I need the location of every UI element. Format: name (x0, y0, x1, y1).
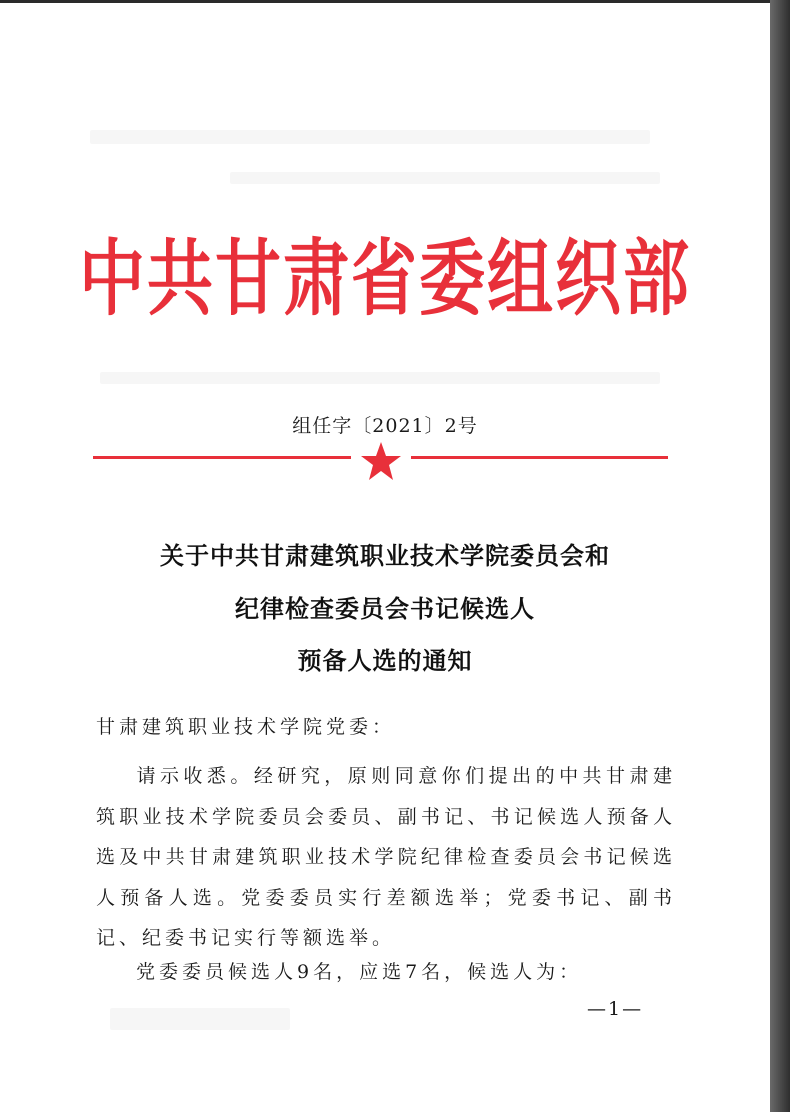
issuing-org-header: 中共甘肃省委组织部 (79, 230, 691, 327)
notice-title-line-2: 纪律检查委员会书记候选人 (235, 595, 535, 623)
candidates-line: 党委委员候选人9名，应选7名，候选人为： (136, 961, 583, 983)
page-number: —1— (587, 998, 644, 1020)
notice-title-line-1: 关于中共甘肃建筑职业技术学院委员会和 (160, 542, 610, 570)
scan-right-edge (770, 0, 790, 1112)
notice-title-line-3: 预备人选的通知 (297, 647, 473, 675)
document-number: 组任字〔2021〕2号 (292, 415, 478, 437)
red-divider-left (93, 456, 351, 459)
bleed-through-mark (110, 1008, 290, 1030)
body-paragraph (96, 756, 676, 959)
addressee: 甘肃建筑职业技术学院党委： (96, 716, 396, 738)
red-star-icon (360, 441, 402, 481)
bleed-through-mark (100, 372, 660, 384)
bleed-through-mark (90, 130, 650, 144)
bleed-through-mark (230, 172, 660, 184)
scan-top-edge (0, 0, 770, 3)
body-paragraph-text: 请示收悉。经研究，原则同意你们提出的中共甘肃建筑职业技术学院委员会委员、副书记、书记候选人预备人选及中共甘肃建筑职业技术学院纪律检查委员会书记候选人预备人选。党委委员实行差额选举；党委书记、副书记、纪委书记实行等额选举。 (96, 765, 676, 949)
red-divider-right (411, 456, 668, 459)
